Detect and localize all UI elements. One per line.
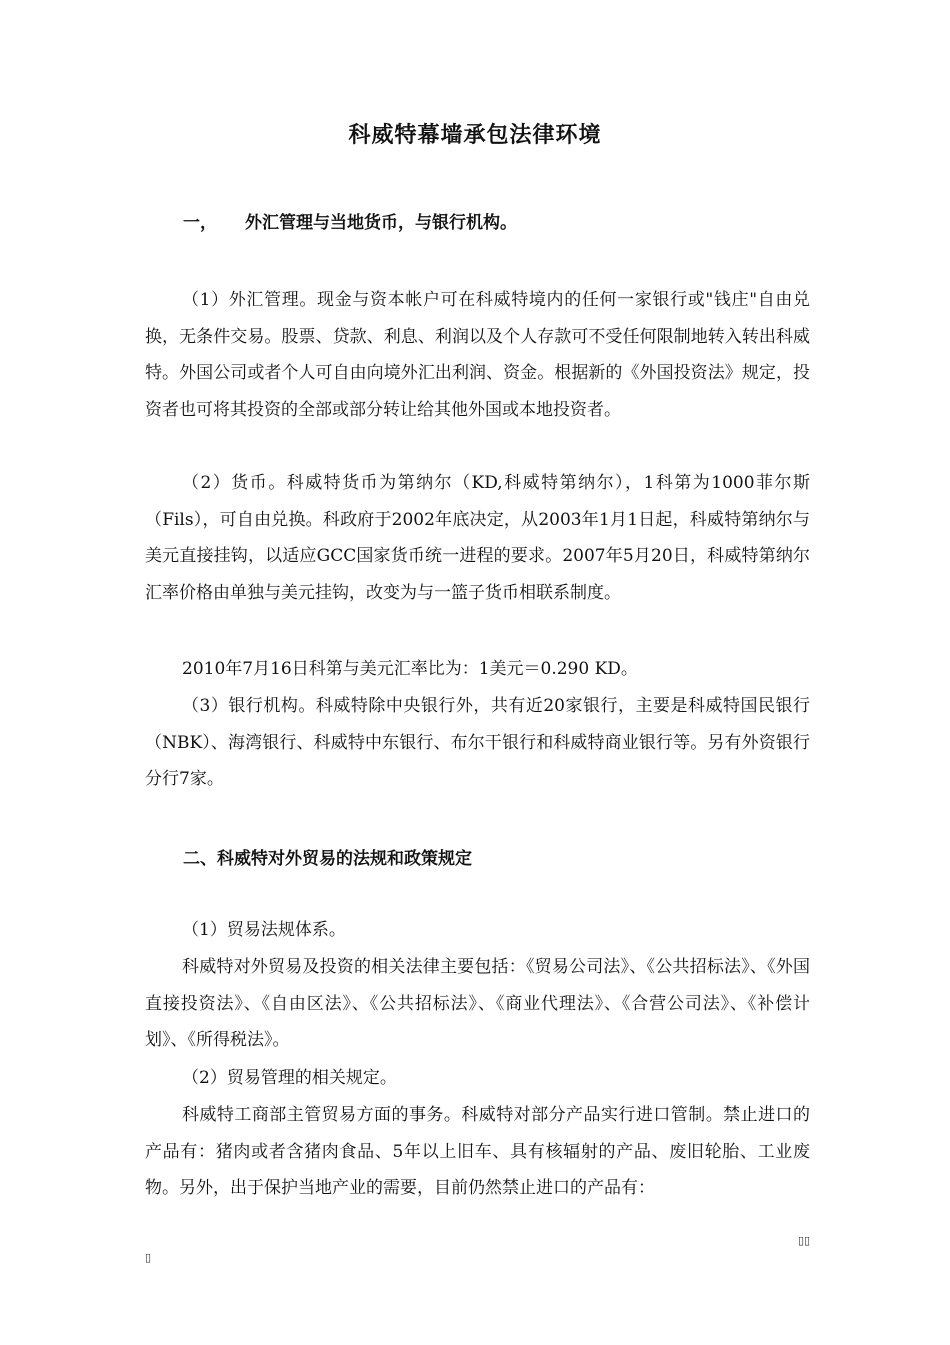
section-1-heading-text: 外汇管理与当地货币，与银行机构。 — [245, 213, 517, 233]
section-2-paragraph-legal-system: （1）贸易法规体系。 — [182, 920, 346, 940]
footer-page-mark: ▯▯ — [798, 1234, 811, 1247]
section-1-paragraph-banks: （3）银行机构。科威特除中央银行外，共有近20家银行，主要是科威特国民银行（NBK）、海湾银行、科威特中东银行、布尔干银行和科威特商业银行等。另有外资银行分行7家。 — [145, 696, 810, 789]
section-1-number: 一， — [183, 213, 217, 233]
section-1-paragraph-exchange-rate: 2010年7月16日科第与美元汇率比为：1美元＝0.290 KD。 — [182, 659, 638, 679]
footer-left-mark: ▯ — [145, 1251, 152, 1264]
section-2-paragraph-laws: 科威特对外贸易及投资的相关法律主要包括：《贸易公司法》、《公共招标法》、《外国直接投资法》、《自由区法》、《公共招标法》、《商业代理法》、《合营公司法》、《补偿计划》、《所得税法》。 — [145, 957, 810, 1050]
section-1-paragraph-forex: （1）外汇管理。现金与资本帐户可在科威特境内的任何一家银行或"钱庄"自由兑换，无条件交易。股票、贷款、利息、利润以及个人存款可不受任何限制地转入转出科威特。外国公司或者个人可自由向境外汇出利润、资金。根据新的《外国投资法》规定，投资者也可将其投资的全部或部分转让给其他外国或本地投资者。 — [145, 290, 810, 420]
section-1-heading — [183, 208, 517, 233]
section-2-paragraph-import-control: 科威特工商部主管贸易方面的事务。科威特对部分产品实行进口管制。禁止进口的产品有：猪肉或者含猪肉食品、5年以上旧车、具有核辐射的产品、废旧轮胎、工业废物。另外，出于保护当地产业的需要，目前仍然禁止进口的产品有： — [145, 1105, 810, 1198]
section-2-paragraph-trade-management: （2）贸易管理的相关规定。 — [182, 1068, 397, 1088]
section-2-heading: 二、科威特对外贸易的法规和政策规定 — [183, 849, 472, 869]
section-1-paragraph-currency: （2）货币。科威特货币为第纳尔（KD,科威特第纳尔），1科第为1000菲尔斯（Fils），可自由兑换。科政府于2002年底决定，从2003年1月1日起，科威特第纳尔与美元直接挂钩，以适应GCC国家货币统一进程的要求。2007年5月20日，科威特第纳尔汇率价格由单独与美元挂钩，改变为与一篮子货币相联系制度。 — [145, 473, 810, 603]
document-title: 科威特幕墙承包法律环境 — [348, 122, 602, 148]
